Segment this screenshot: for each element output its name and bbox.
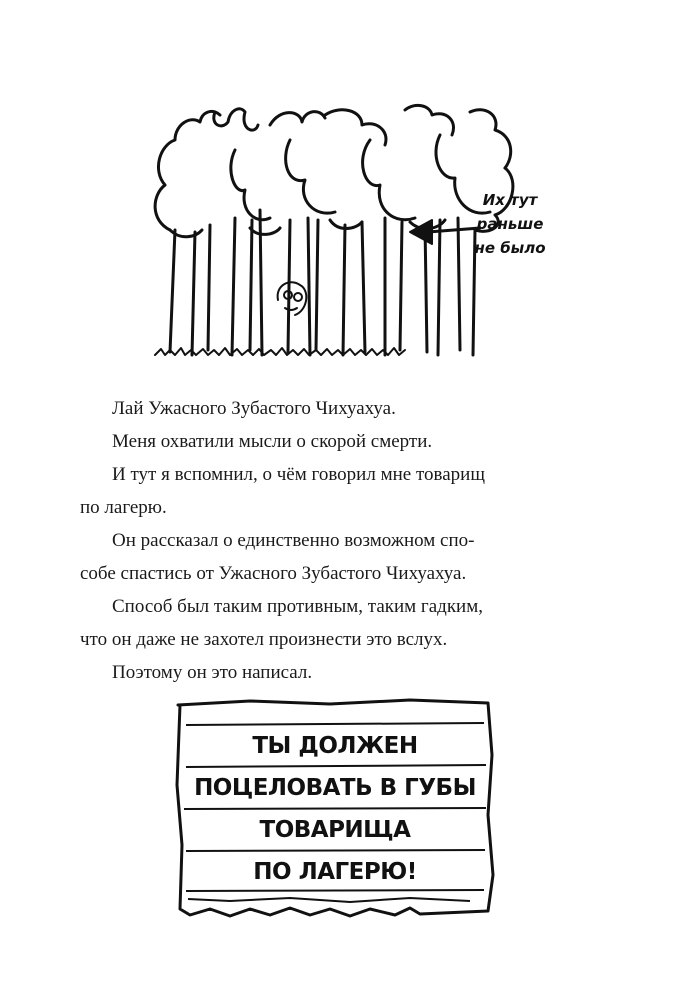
paragraph [80,524,580,590]
text-line: собе спастись от Ужасного Зубастого Чихуахуа. [80,563,467,584]
paragraph [80,392,580,425]
text-line: по лагерю. [80,497,167,518]
text-line: Меня охватили мысли о скорой смерти. [112,431,433,452]
annotation-line: Их тут [482,191,538,209]
note-line: ПОЦЕЛОВАТЬ В ГУБЫ [194,775,476,801]
note-line: ПО ЛАГЕРЮ! [253,859,417,885]
paragraph [80,590,580,656]
note-text [190,725,480,893]
annotation-line: не было [474,239,546,257]
paragraph [80,425,580,458]
text-line: И тут я вспомнил, о чём говорил мне товарищ [112,464,485,485]
paragraph [80,458,580,524]
story-text [80,392,580,689]
text-line: что он даже не захотел произнести это вслух. [80,629,448,650]
text-line: Лай Ужасного Зубастого Чихуахуа. [112,398,396,419]
note-line: ТОВАРИЩА [259,817,411,843]
annotation-line: раньше [476,215,544,233]
paragraph [80,656,580,689]
text-line: Поэтому он это написал. [112,662,313,683]
text-line: Он рассказал о единственно возможном спо- [112,530,475,551]
note-line: ТЫ ДОЛЖЕН [252,733,418,759]
text-line: Способ был таким противным, таким гадким, [112,596,483,617]
handwritten-note [170,695,500,920]
illustration-annotation [455,188,565,260]
